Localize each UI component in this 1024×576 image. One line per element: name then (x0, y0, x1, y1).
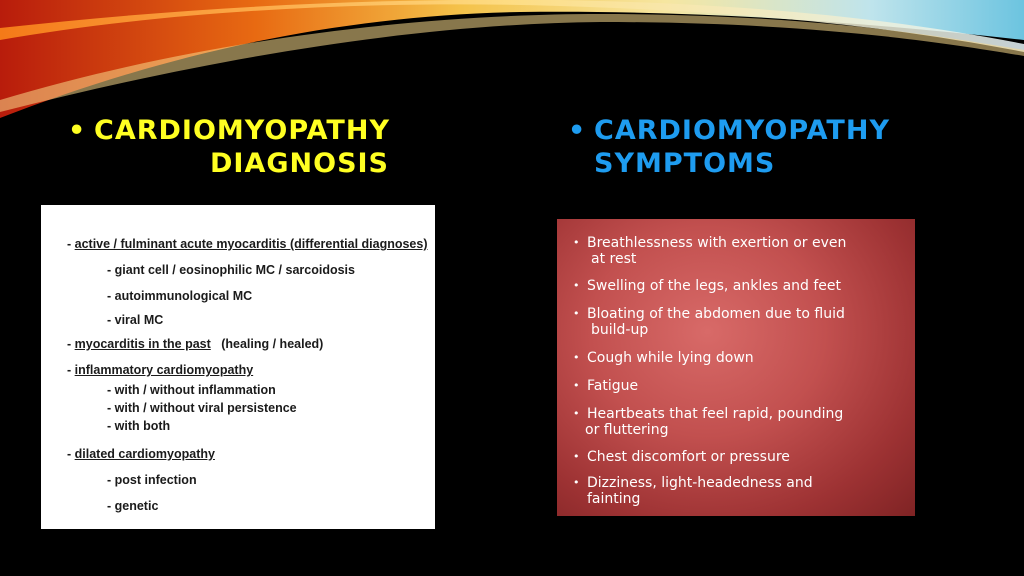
symptom-item: • Chest discomfort or pressure (573, 449, 790, 465)
bullet-icon: • (568, 115, 587, 146)
symptoms-image-panel (557, 219, 915, 516)
symptoms-heading-line1: CARDIOMYOPATHY (594, 115, 890, 146)
bullet-icon: • (573, 476, 580, 489)
diagnosis-line: - myocarditis in the past (healing / healed) (67, 337, 324, 351)
diagnosis-line: - inflammatory cardiomyopathy (67, 363, 254, 377)
bullet-icon: • (68, 115, 87, 146)
symptom-item: • Bloating of the abdomen due to fluid build-up (573, 306, 845, 338)
bullet-icon: • (573, 236, 580, 249)
bullet-icon: • (573, 351, 580, 364)
symptom-item: • Dizziness, light-headedness and fainting (573, 475, 813, 507)
diagnosis-line: - active / fulminant acute myocarditis (differential diagnoses) (67, 237, 428, 251)
symptom-item: • Swelling of the legs, ankles and feet (573, 278, 842, 294)
diagnosis-heading-line1: CARDIOMYOPATHY (94, 115, 390, 146)
symptom-item: • Heartbeats that feel rapid, pounding or fluttering (573, 406, 844, 438)
symptom-item: • Fatigue (573, 378, 639, 394)
decorative-swoosh-banner (0, 0, 1024, 130)
symptom-item: • Breathlessness with exertion or even at rest (573, 235, 847, 267)
diagnosis-line: - with / without viral persistence (107, 401, 297, 415)
diagnosis-line: - giant cell / eosinophilic MC / sarcoidosis (107, 263, 355, 277)
diagnosis-line: - viral MC (107, 313, 164, 327)
diagnosis-line: - genetic (107, 499, 159, 513)
bullet-icon: • (573, 279, 580, 292)
diagnosis-line: - autoimmunological MC (107, 289, 253, 303)
bullet-icon: • (573, 307, 580, 320)
diagnosis-line: - post infection (107, 473, 197, 487)
diagnosis-image-panel (41, 205, 435, 529)
symptom-item: • Cough while lying down (573, 350, 754, 366)
diagnosis-line: - dilated cardiomyopathy (67, 447, 215, 461)
symptoms-heading (568, 114, 890, 180)
bullet-icon: • (573, 379, 580, 392)
bullet-icon: • (573, 407, 580, 420)
symptoms-heading-line2: SYMPTOMS (594, 148, 776, 179)
diagnosis-line: - with / without inflammation (107, 383, 276, 397)
diagnosis-heading-line2: DIAGNOSIS (210, 148, 390, 179)
diagnosis-heading (68, 114, 390, 180)
bullet-icon: • (573, 450, 580, 463)
diagnosis-line: - with both (107, 419, 171, 433)
